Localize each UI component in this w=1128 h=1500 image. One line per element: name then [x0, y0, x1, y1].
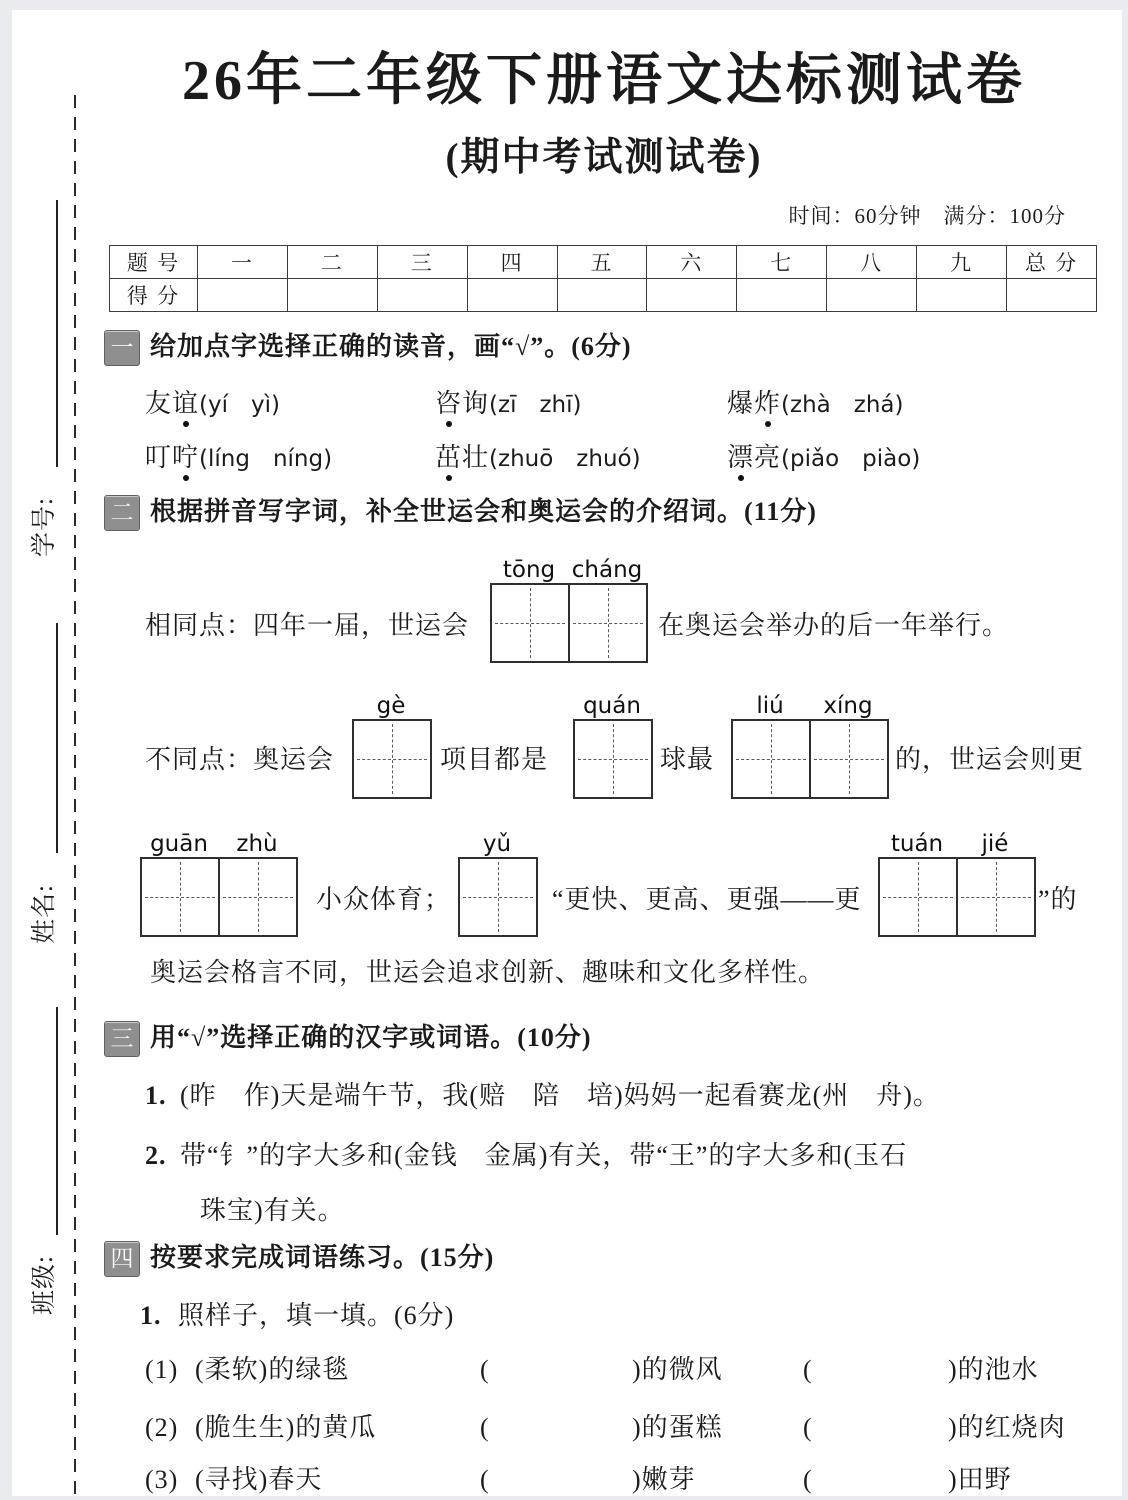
pinyin-syllable: gè — [376, 693, 406, 719]
score-table-header-cell: 九 — [917, 246, 1007, 279]
sentence-text: 小众体育； — [316, 885, 452, 914]
dotted-char: 炸 — [754, 389, 782, 418]
pinyin-syllable: zhù — [236, 831, 278, 857]
tianzige-cell — [880, 859, 956, 935]
pinyin-options: (yí yì) — [199, 392, 280, 418]
student-id-blank-line — [56, 200, 58, 467]
section-2-badge: 二 — [104, 495, 140, 531]
score-table — [109, 245, 1097, 312]
dotted-char: 谊 — [172, 389, 200, 418]
item-number: 1. — [145, 1081, 167, 1110]
pinyin-choice-item — [145, 384, 280, 425]
blank-open-paren: ( — [803, 1413, 813, 1442]
score-table-header-cell: 三 — [377, 246, 467, 279]
pinyin-options: (zī zhī) — [489, 392, 582, 418]
row-number: (2) — [145, 1413, 179, 1442]
sentence-text: 相同点：四年一届，世运会 — [145, 611, 470, 640]
choice-sentence: 珠宝)有关。 — [200, 1196, 345, 1225]
sentence-text: 球最 — [660, 745, 715, 774]
tianzige-cell — [218, 859, 296, 935]
row-number: (3) — [145, 1465, 179, 1494]
blank-open-paren: ( — [480, 1465, 490, 1494]
page-title: 26年二年级下册语文达标测试卷 — [182, 50, 1026, 112]
tianzige-cell — [575, 721, 651, 797]
pinyin-syllable: jié — [981, 831, 1009, 857]
pinyin-syllable: tōng — [502, 557, 556, 583]
writing-grid-tongchang — [490, 553, 648, 663]
row-number: (1) — [145, 1355, 179, 1384]
sentence-text: ”的 — [1038, 885, 1078, 914]
sentence-text: 不同点：奥运会 — [145, 745, 335, 774]
pinyin-row — [573, 689, 653, 719]
pinyin-choice-item — [435, 438, 641, 479]
example-phrase: (寻找)春天 — [195, 1465, 323, 1494]
score-cell-empty — [377, 279, 467, 312]
blank-open-paren: ( — [480, 1413, 490, 1442]
section-3-title: 用“√”选择正确的汉字或词语。(10分) — [150, 1023, 592, 1052]
sentence-text: 的，世运会则更 — [895, 745, 1085, 774]
dotted-char: 茁 — [435, 443, 463, 472]
score-table-header-cell: 五 — [557, 246, 647, 279]
pinyin-options: (líng níng) — [199, 446, 333, 472]
section-1-badge: 一 — [104, 330, 140, 366]
sub-item-title: 照样子，填一填。(6分) — [178, 1301, 455, 1330]
pinyin-choice-item — [145, 438, 332, 479]
pinyin-syllable: yǔ — [482, 831, 512, 857]
score-table-header-cell: 四 — [467, 246, 557, 279]
word-char: 询 — [462, 389, 490, 418]
score-cell-empty — [198, 279, 288, 312]
fill-phrase: )田野 — [948, 1465, 1012, 1494]
tianzige-grid — [731, 719, 889, 799]
pinyin-options: (piǎo piào) — [781, 446, 921, 472]
fill-in-row — [145, 1408, 1105, 1448]
page-subtitle: (期中考试测试卷) — [445, 136, 763, 179]
word-char: 叮 — [145, 443, 173, 472]
pinyin-syllable: quán — [583, 693, 641, 719]
binding-dashed-line — [74, 95, 76, 1500]
score-table-header-cell: 七 — [737, 246, 827, 279]
score-table-header-row — [110, 246, 1097, 279]
score-cell-empty — [557, 279, 647, 312]
score-cell-empty — [737, 279, 827, 312]
score-cell-empty — [1007, 279, 1097, 312]
fill-in-row — [145, 1350, 1105, 1390]
example-phrase: (柔软)的绿毯 — [195, 1355, 350, 1384]
tianzige-grid — [490, 583, 648, 663]
blank-open-paren: ( — [803, 1355, 813, 1384]
pinyin-choice-item — [435, 384, 581, 425]
writing-grid-liuxing — [731, 689, 889, 799]
sentence-text: 项目都是 — [440, 745, 549, 774]
pinyin-row — [878, 827, 1036, 857]
pinyin-syllable: cháng — [571, 557, 643, 583]
sentence-text: 在奥运会举办的后一年举行。 — [658, 611, 1010, 640]
section-4-title: 按要求完成词语练习。(15分) — [150, 1243, 495, 1272]
dotted-char: 咛 — [172, 443, 200, 472]
pinyin-row — [140, 827, 298, 857]
choice-sentence: (昨 作)天是端午节，我(赔 陪 培)妈妈一起看赛龙(州 舟)。 — [180, 1081, 940, 1110]
word-char: 爆 — [727, 389, 755, 418]
section-2-title: 根据拼音写字词，补全世运会和奥运会的介绍词。(11分) — [150, 497, 817, 526]
pinyin-syllable: xíng — [823, 693, 873, 719]
tianzige-cell — [354, 721, 430, 797]
section-4-badge: 四 — [104, 1241, 140, 1277]
dotted-char: 漂 — [727, 443, 755, 472]
score-table-header-cell: 题 号 — [110, 246, 198, 279]
tianzige-grid — [573, 719, 653, 799]
choice-sentence: 带“钅”的字大多和(金钱 金属)有关，带“王”的字大多和(玉石 — [180, 1141, 908, 1170]
pinyin-row — [490, 553, 648, 583]
score-table-header-cell: 二 — [287, 246, 377, 279]
dotted-char: 咨 — [435, 389, 463, 418]
score-table-header-cell: 八 — [827, 246, 917, 279]
student-id-label: 学号: — [31, 497, 58, 557]
pinyin-syllable: liú — [756, 693, 784, 719]
pinyin-choice-item — [727, 384, 903, 425]
pinyin-options: (zhà zhá) — [781, 392, 904, 418]
fill-phrase: )的微风 — [632, 1355, 723, 1384]
tianzige-grid — [878, 857, 1036, 937]
score-table-score-row — [110, 279, 1097, 312]
word-char: 壮 — [462, 443, 490, 472]
writing-grid-yu — [458, 827, 538, 937]
pinyin-row — [731, 689, 889, 719]
sub-item-number: 1. — [140, 1301, 162, 1330]
section-1-title: 给加点字选择正确的读音，画“√”。(6分) — [150, 332, 632, 361]
tianzige-grid — [140, 857, 298, 937]
tianzige-cell — [460, 859, 536, 935]
score-row-label: 得 分 — [110, 279, 198, 312]
item-number: 2. — [145, 1141, 167, 1170]
example-phrase: (脆生生)的黄瓜 — [195, 1413, 377, 1442]
tianzige-cell — [492, 585, 568, 661]
score-cell-empty — [647, 279, 737, 312]
score-cell-empty — [287, 279, 377, 312]
word-char: 友 — [145, 389, 173, 418]
writing-grid-ge — [352, 689, 432, 799]
blank-open-paren: ( — [480, 1355, 490, 1384]
pinyin-choice-item — [727, 438, 920, 479]
pinyin-row — [352, 689, 432, 719]
tianzige-cell — [956, 859, 1034, 935]
tianzige-cell — [568, 585, 646, 661]
writing-grid-quan — [573, 689, 653, 799]
score-table-header-cell: 六 — [647, 246, 737, 279]
fill-phrase: )的池水 — [948, 1355, 1039, 1384]
fill-phrase: )嫩芽 — [632, 1465, 696, 1494]
score-cell-empty — [467, 279, 557, 312]
writing-grid-tuanjie — [878, 827, 1036, 937]
blank-open-paren: ( — [803, 1465, 813, 1494]
sentence-text: 奥运会格言不同，世运会追求创新、趣味和文化多样性。 — [150, 958, 826, 987]
fill-phrase: )的红烧肉 — [948, 1413, 1066, 1442]
class-label: 班级: — [31, 1255, 58, 1315]
pinyin-options: (zhuō zhuó) — [489, 446, 641, 472]
sentence-text: “更快、更高、更强——更 — [552, 885, 862, 914]
fill-phrase: )的蛋糕 — [632, 1413, 723, 1442]
score-table-header-cell: 总 分 — [1007, 246, 1097, 279]
tianzige-grid — [352, 719, 432, 799]
writing-grid-guanzhu — [140, 827, 298, 937]
student-name-label: 姓名: — [31, 884, 58, 944]
class-blank-line — [56, 1007, 58, 1235]
pinyin-row — [458, 827, 538, 857]
tianzige-cell — [809, 721, 887, 797]
fill-in-row — [145, 1460, 1105, 1500]
pinyin-syllable: guān — [150, 831, 208, 857]
score-table-header-cell: 一 — [198, 246, 288, 279]
student-name-blank-line — [56, 623, 58, 853]
tianzige-grid — [458, 857, 538, 937]
pinyin-syllable: tuán — [890, 831, 944, 857]
section-3-badge: 三 — [104, 1021, 140, 1057]
tianzige-cell — [142, 859, 218, 935]
tianzige-cell — [733, 721, 809, 797]
score-cell-empty — [917, 279, 1007, 312]
word-char: 亮 — [754, 443, 782, 472]
time-and-score-info: 时间：60分钟 满分：100分 — [788, 204, 1066, 228]
score-cell-empty — [827, 279, 917, 312]
